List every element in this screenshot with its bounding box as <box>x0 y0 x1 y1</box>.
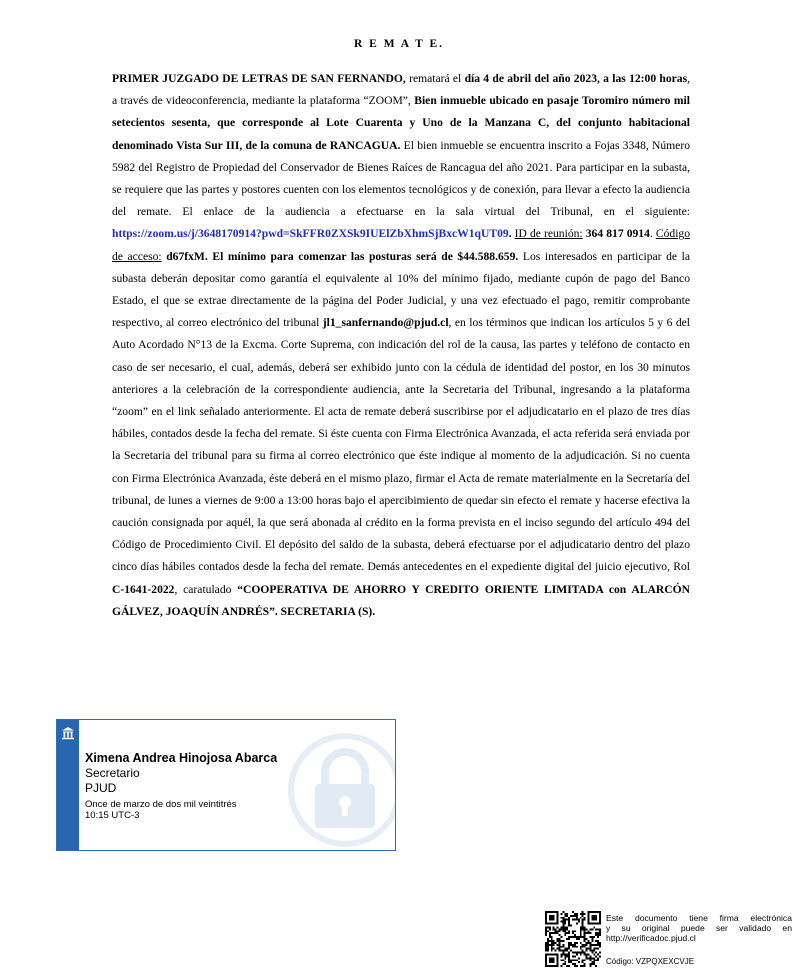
bold-text: 364 817 0914 <box>585 227 650 241</box>
signature-time: 10:15 UTC-3 <box>85 810 140 821</box>
signer-role: Secretario <box>85 766 140 780</box>
bold-text: jl1_sanfernando@pjud.cl <box>322 316 449 330</box>
body-text-run: Los interesados en participar de la subasta deberán depositar como garantía el equivalente al 10% del mínimo fijado, mediante cupón de pago del Banco Estado, el que se extrae directamente de la página del Poder Judicial, y una vez efectuado el pago, remitir comprobante respectivo, al correo electrónico del tribunal <box>112 249 690 330</box>
verification-line: Este documento tiene firma electrónica <box>606 913 792 923</box>
bold-text: día 4 de abril del año 2023, a las 12:00 horas <box>464 72 688 85</box>
body-text-run: El bien inmueble se encuentra inscrito a Fojas 3348, Número 5982 del Registro de Propiedad del Conservador de Bienes Raíces de Rancagua del año 2021. Para participar en la subasta, se requiere que las partes y postores cuenten con los elementos tecnológicos y de conexión, para llevar a efecto la audiencia del remate. El enlace de la audiencia a efectuarse en la sala virtual del Tribunal, en el siguiente: <box>112 138 690 219</box>
bold-text: d67fxM. El mínimo para comenzar las posturas será de $44.588.659. <box>166 249 519 263</box>
body-text-run: rematará el <box>405 72 465 85</box>
signer-organization: PJUD <box>85 781 117 795</box>
body-text-run: . <box>649 227 656 241</box>
body-text-run: , en los términos que indican los artículos 5 y 6 del Auto Acordado N°13 de la Excma. Corte Suprema, con indicación del rol de la causa, las partes y teléfono de contacto en caso de ser necesario, el cual, además, deberá ser exhibido junto con la cédula de identidad del postor, en los 30 minutos anteriores a la celebración de la correspondiente audiencia, ante la Secretaria del Tribunal, ingresando a la plataforma “zoom” en el link señalado anteriormente. El acta de remate deberá suscribirse por el adjudicatario en el plazo de tres días hábiles, contados desde la fecha del remate. Si éste cuenta con Firma Electrónica Avanzada, el acta referida será enviada por la Secretaria del tribunal para su firma al correo electrónico que éste indique al momento de la adjudicación. Si no cuenta con Firma Electrónica Avanzada, éste deberá en el mismo plazo, firmar el Acta de remate materialmente en la Secretaría del tribunal, de lunes a viernes de 9:00 a 13:00 horas bajo el apercibimiento de quedar sin efecto el remate y hacerse efectiva la caución consignada por aquél, la que será abonada al crédito en la forma prevista en el inciso segundo del artículo 494 del Código de Procedimiento Civil. El depósito del saldo de la subasta, deberá efectuarse por el adjudicatario dentro del plazo cinco días hábiles contados desde la fecha del remate. Demás antecedentes en el expediente digital del juicio ejecutivo, Rol <box>112 316 690 574</box>
bold-text: . <box>508 227 515 241</box>
document-body <box>112 68 690 623</box>
qr-code-icon <box>545 911 601 967</box>
verification-url[interactable]: http://verificadoc.pjud.cl <box>606 933 696 943</box>
body-text-run: , a través de videoconferencia, mediante la plataforma “ZOOM”, <box>112 72 690 108</box>
bold-text: “COOPERATIVA DE AHORRO Y CREDITO ORIENTE LIMITADA con ALARCÓN GÁLVEZ, JOAQUÍN ANDRÉS”. SECRETARIA (S). <box>112 582 690 618</box>
courthouse-icon <box>61 726 75 740</box>
lock-icon <box>285 730 396 850</box>
signature-side-bar <box>57 720 79 850</box>
bold-text: C-1641-2022 <box>112 582 175 596</box>
bold-text: PRIMER JUZGADO DE LETRAS DE SAN FERNANDO, <box>112 72 406 85</box>
verification-code: Código: VZPQXEXCVJE <box>606 957 695 966</box>
verification-notice <box>606 913 792 943</box>
underlined-label: Código de acceso: <box>112 227 691 263</box>
underlined-label: ID de reunión: <box>514 227 583 241</box>
document-title: R E M A T E. <box>353 38 445 50</box>
signature-details <box>85 750 277 821</box>
body-text-run: , caratulado <box>174 582 238 596</box>
zoom-meeting-link[interactable]: https://zoom.us/j/3648170914?pwd=SkFFR0ZXSk9IUElZbXhmSjBxcW1qUT09 <box>112 227 509 241</box>
signature-box <box>56 719 396 851</box>
verification-line: y su original puede ser validado en <box>606 923 792 933</box>
signer-name: Ximena Andrea Hinojosa Abarca <box>85 751 278 765</box>
signature-date: Once de marzo de dos mil veintitrés <box>85 799 237 810</box>
bold-text: Bien inmueble ubicado en pasaje Toromiro número mil setecientos sesenta, que corresponde al Lote Cuarenta y Uno de la Manzana C, del conjunto habitacional denominado Vista Sur III, de la comuna de RANCAGUA. <box>112 94 690 152</box>
